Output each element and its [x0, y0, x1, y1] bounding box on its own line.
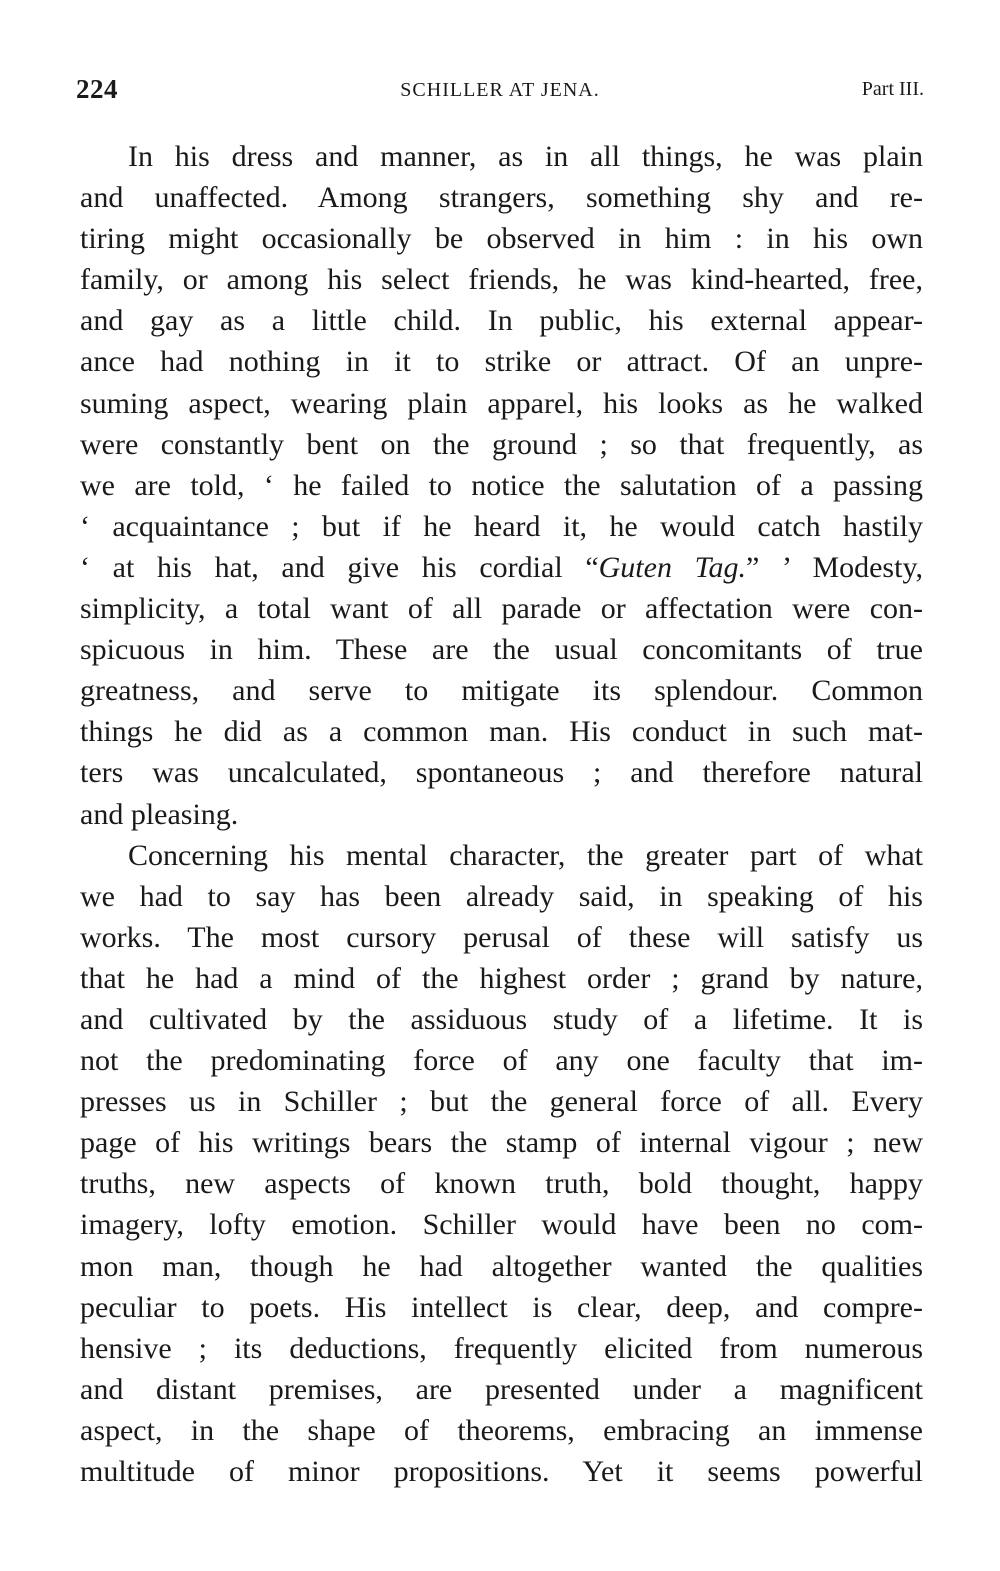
part-label: Part III.: [861, 78, 924, 100]
text-line: mon man, though he had altogether wanted the qualities: [80, 1249, 923, 1283]
running-title: SCHILLER AT JENA.: [400, 79, 600, 101]
italic-phrase: Guten Tag.: [598, 550, 747, 584]
body-text: [80, 136, 923, 1492]
text-line: and distant premises, are presented under a magnificent: [80, 1372, 923, 1406]
text-line: hensive ; its deductions, frequently elicited from numerous: [80, 1331, 923, 1365]
text-line: aspect, in the shape of theorems, embracing an immense: [80, 1413, 923, 1447]
text-line: In his dress and manner, as in all things, he was plain: [128, 140, 923, 173]
text-line: suming aspect, wearing plain apparel, his looks as he walked: [80, 386, 923, 420]
text-line: that he had a mind of the highest order ; grand by nature,: [80, 961, 923, 995]
text-line: imagery, lofty emotion. Schiller would have been no com-: [80, 1208, 923, 1242]
text-line: we had to say has been already said, in speaking of his: [80, 879, 923, 913]
text-line: we are told, ‘ he failed to notice the salutation of a passing: [80, 468, 923, 502]
page-number: 224: [76, 74, 118, 104]
text-line: works. The most cursory perusal of these will satisfy us: [80, 920, 923, 954]
text-line: family, or among his select friends, he was kind-hearted, free,: [80, 263, 923, 297]
text-line: and cultivated by the assiduous study of a lifetime. It is: [80, 1002, 923, 1036]
text-line: ters was uncalculated, spontaneous ; and therefore natural: [80, 756, 923, 790]
text-line: were constantly bent on the ground ; so that frequently, as: [80, 427, 923, 461]
text-line: simplicity, a total want of all parade or affectation were con-: [80, 592, 923, 626]
text-line: truths, new aspects of known truth, bold thought, happy: [80, 1167, 923, 1201]
text-line: not the predominating force of any one faculty that im-: [80, 1044, 923, 1078]
text-line: spicuous in him. These are the usual concomitants of true: [80, 633, 923, 667]
text-line: page of his writings bears the stamp of internal vigour ; new: [80, 1126, 923, 1160]
line-segment: ” ’ Modesty,: [746, 550, 923, 584]
text-line: ‘ acquaintance ; but if he heard it, he would catch hastily: [80, 509, 923, 543]
text-line: tiring might occasionally be observed in him : in his own: [80, 222, 923, 256]
text-line: Concerning his mental character, the greater part of what: [128, 838, 923, 872]
text-line: and gay as a little child. In public, his external appear-: [80, 304, 923, 338]
text-line: multitude of minor propositions. Yet it seems powerful: [80, 1455, 923, 1488]
text-line: and pleasing.: [80, 797, 239, 831]
text-line: greatness, and serve to mitigate its splendour. Common: [80, 674, 923, 708]
line-segment: ‘ at his hat, and give his cordial “: [80, 550, 599, 584]
text-line: ance had nothing in it to strike or attract. Of an unpre-: [80, 345, 923, 379]
text-line: things he did as a common man. His conduct in such mat-: [80, 715, 923, 749]
text-line: peculiar to poets. His intellect is clear, deep, and compre-: [80, 1290, 923, 1324]
text-line: and unaffected. Among strangers, something shy and re-: [80, 181, 923, 215]
text-line: presses us in Schiller ; but the general force of all. Every: [80, 1085, 923, 1119]
running-head: [76, 74, 924, 106]
text-line-with-italic: [80, 547, 923, 588]
